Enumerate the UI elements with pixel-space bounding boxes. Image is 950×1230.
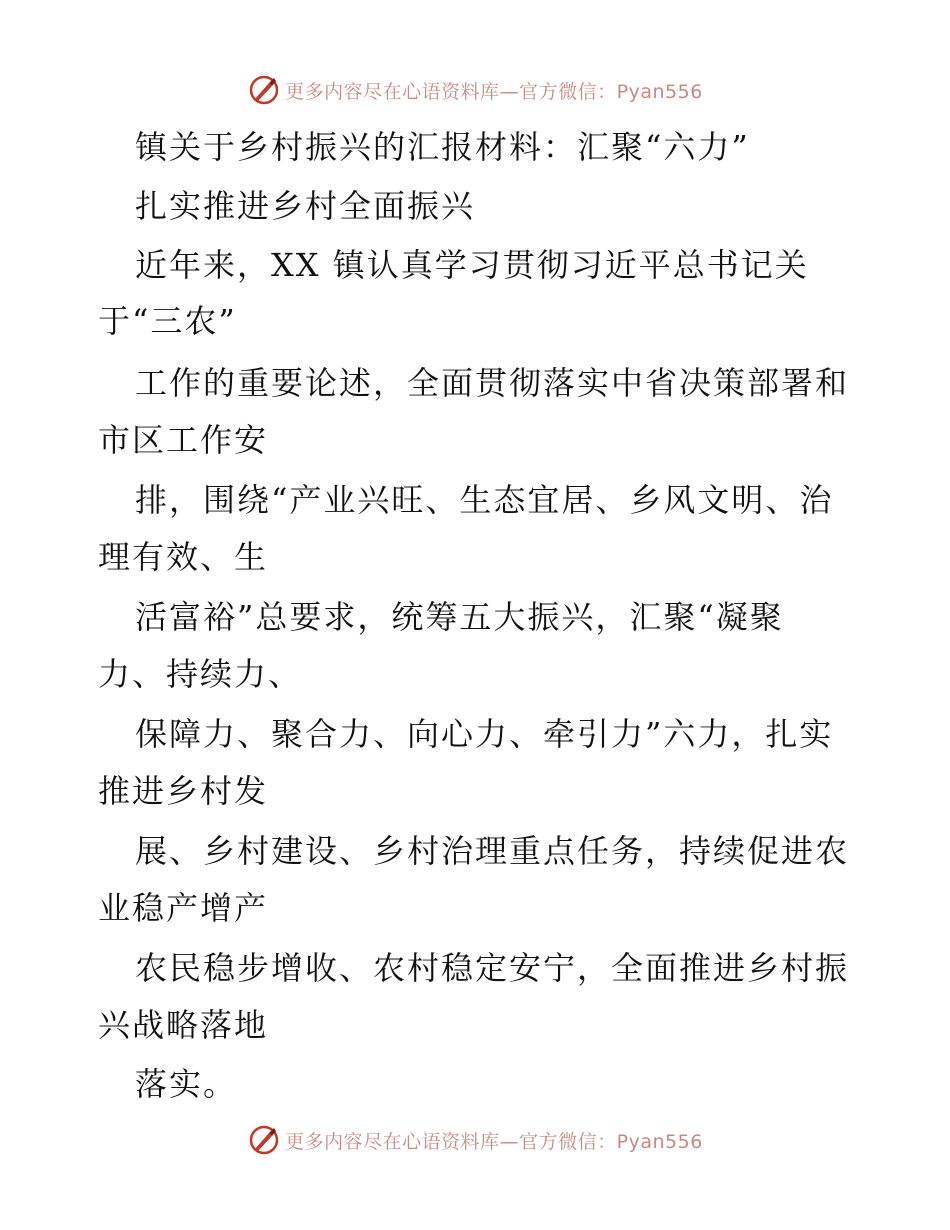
paragraph-line: 活富裕”总要求，统筹五大振兴，汇聚“凝聚 [135,598,784,636]
paragraph-line: 落实。 [135,1065,238,1103]
paragraph-line: 市区工作安 [98,421,269,459]
paragraph-line: 工作的重要论述，全面贯彻落实中省决策部署和 [135,364,850,402]
paragraph-line: 近年来，XX 镇认真学习贯彻习近平总书记关 [135,246,809,284]
paragraph-line: 于“三农” [98,302,237,340]
watermark-text: 更多内容尽在心语资料库—官方微信：Pyan556 [285,1130,703,1153]
watermark-text: 更多内容尽在心语资料库—官方微信：Pyan556 [285,80,703,103]
footer-watermark [0,1120,950,1160]
paragraph-line: 业稳产增产 [98,889,269,927]
paragraph-line: 保障力、聚合力、向心力、牵引力”六力，扎实 [135,715,834,753]
title-line-1: 镇关于乡村振兴的汇报材料：汇聚“六力” [135,128,750,166]
paragraph-line: 兴战略落地 [98,1006,269,1044]
pen-logo-icon [247,73,281,107]
paragraph-line: 推进乡村发 [98,772,269,810]
paragraph-line: 展、乡村建设、乡村治理重点任务，持续促进农 [135,832,850,870]
paragraph-line: 力、持续力、 [98,655,303,693]
header-watermark [0,70,950,110]
paragraph-line: 农民稳步增收、农村稳定安宁，全面推进乡村振 [135,949,850,987]
title-line-2: 扎实推进乡村全面振兴 [135,187,476,225]
pen-logo-icon [247,1123,281,1157]
paragraph-line: 理有效、生 [98,538,269,576]
paragraph-line: 排，围绕“产业兴旺、生态宜居、乡风文明、治 [135,481,834,519]
